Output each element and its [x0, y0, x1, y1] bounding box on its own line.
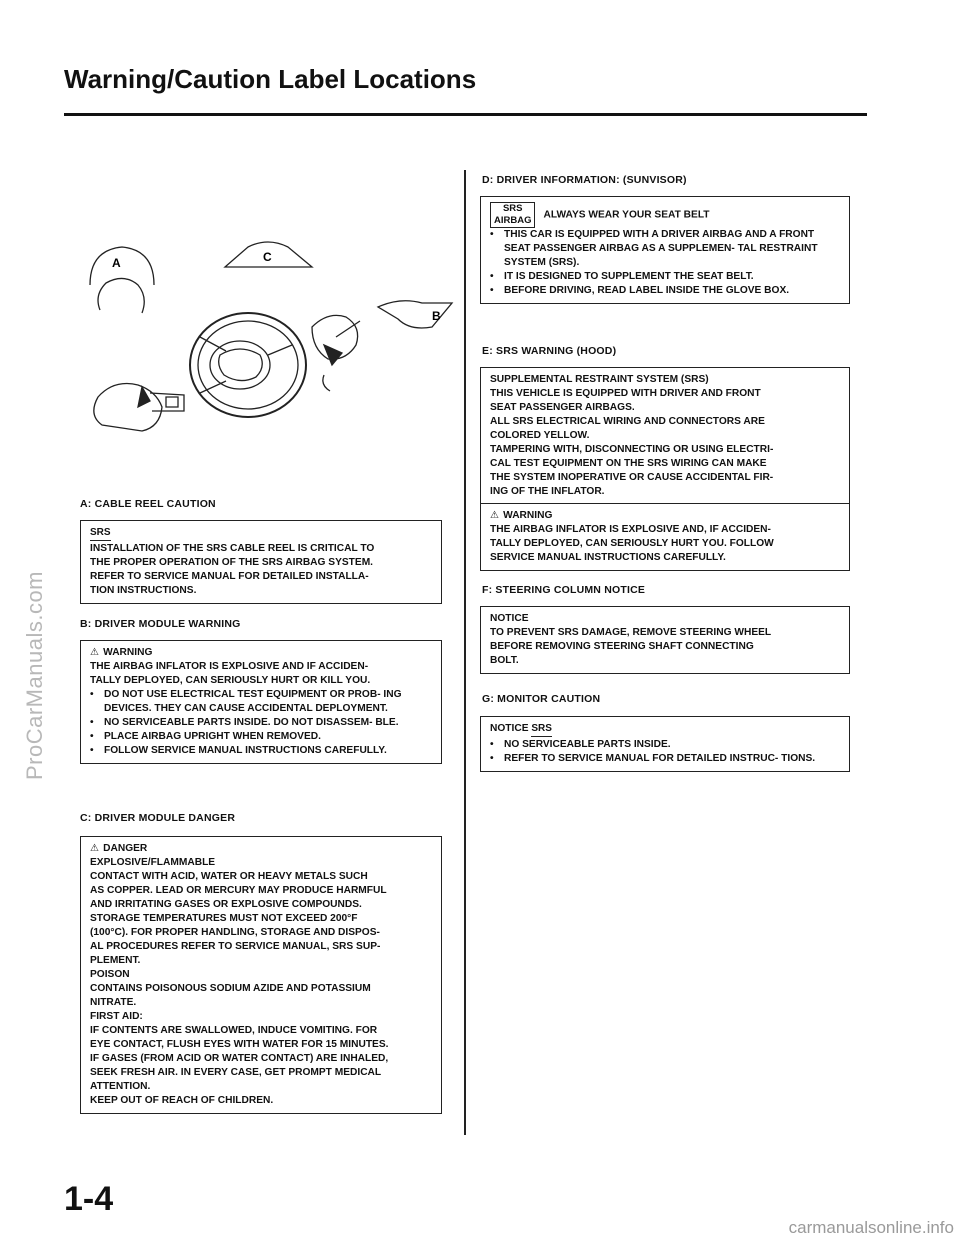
label-e-line: CAL TEST EQUIPMENT ON THE SRS WIRING CAN MAKE: [490, 458, 767, 469]
bottom-watermark: carmanualsonline.info: [788, 1218, 954, 1237]
label-c-line: EXPLOSIVE/FLAMMABLE: [90, 857, 216, 868]
label-b-line: TALLY DEPLOYED, CAN SERIOUSLY HURT OR KILL YOU.: [90, 675, 371, 686]
label-a-line: THE PROPER OPERATION OF THE SRS AIRBAG SYSTEM.: [90, 557, 374, 568]
label-c-line: FIRST AID:: [90, 1011, 143, 1022]
label-b-bullet: DO NOT USE ELECTRICAL TEST EQUIPMENT OR PROB- ING DEVICES. THEY CAN CAUSE ACCIDENTAL DEPLOYMENT.: [104, 689, 402, 714]
label-b-bullet: PLACE AIRBAG UPRIGHT WHEN REMOVED.: [104, 731, 321, 742]
label-e-line: SUPPLEMENTAL RESTRAINT SYSTEM (SRS): [490, 374, 709, 385]
warning-word: WARNING: [503, 510, 553, 521]
label-c-line: CONTAINS POISONOUS SODIUM AZIDE AND POTASSIUM: [90, 983, 371, 994]
label-a-line: TION INSTRUCTIONS.: [90, 585, 197, 596]
label-c-line: EYE CONTACT, FLUSH EYES WITH WATER FOR 15 MINUTES.: [90, 1039, 389, 1050]
callout-c-label: C: [263, 250, 272, 264]
label-f-box: [480, 606, 850, 674]
label-a-line: REFER TO SERVICE MANUAL FOR DETAILED INSTALLA-: [90, 571, 369, 582]
label-c-line: AL PROCEDURES REFER TO SERVICE MANUAL, SRS SUP-: [90, 941, 381, 952]
label-g-bullet: NO SERVICEABLE PARTS INSIDE.: [504, 739, 671, 750]
label-f-line: BEFORE REMOVING STEERING SHAFT CONNECTING: [490, 641, 754, 652]
label-e-line: SEAT PASSENGER AIRBAGS.: [490, 402, 635, 413]
bullet-icon: •: [90, 689, 94, 700]
label-e-line: THIS VEHICLE IS EQUIPPED WITH DRIVER AND FRONT: [490, 388, 761, 399]
label-e-warning-line: SERVICE MANUAL INSTRUCTIONS CAREFULLY.: [490, 552, 726, 563]
label-c-line: (100°C). FOR PROPER HANDLING, STORAGE AND DISPOS-: [90, 927, 380, 938]
srs-logo: SRS: [90, 526, 111, 541]
label-e-box: [480, 367, 850, 571]
danger-triangle-icon: ⚠: [90, 843, 100, 854]
side-watermark: ProCarManuals.com: [22, 570, 47, 780]
label-a-box: [80, 520, 442, 604]
label-f-line: BOLT.: [490, 655, 519, 666]
label-c-line: ATTENTION.: [90, 1081, 151, 1092]
label-b-box: [80, 640, 442, 764]
label-d-bullet: IT IS DESIGNED TO SUPPLEMENT THE SEAT BELT.: [504, 271, 754, 282]
srs-airbag-logo: [490, 202, 535, 228]
warning-triangle-icon: ⚠: [90, 647, 100, 658]
label-c-line: POISON: [90, 969, 130, 980]
label-c-line: AND IRRITATING GASES OR EXPLOSIVE COMPOUNDS.: [90, 899, 362, 910]
label-d-bullet: THIS CAR IS EQUIPPED WITH A DRIVER AIRBAG AND A FRONT SEAT PASSENGER AIRBAG AS A SUPPLEMEN- TAL RESTRAINT SYSTEM (SRS).: [504, 229, 818, 268]
danger-word: DANGER: [103, 843, 148, 854]
section-e-heading: E: SRS WARNING (HOOD): [482, 345, 617, 357]
label-c-line: PLEMENT.: [90, 955, 141, 966]
bullet-icon: •: [490, 229, 494, 240]
bullet-icon: •: [90, 731, 94, 742]
warning-triangle-icon: ⚠: [490, 510, 500, 521]
label-c-line: SEEK FRESH AIR. IN EVERY CASE, GET PROMPT MEDICAL: [90, 1067, 382, 1078]
section-g-heading: G: MONITOR CAUTION: [482, 693, 601, 705]
label-c-line: KEEP OUT OF REACH OF CHILDREN.: [90, 1095, 274, 1106]
column-divider: [464, 170, 466, 1135]
label-e-separator: [481, 503, 849, 504]
label-g-bullet: REFER TO SERVICE MANUAL FOR DETAILED INSTRUC- TIONS.: [504, 753, 816, 764]
label-c-line: IF CONTENTS ARE SWALLOWED, INDUCE VOMITING. FOR: [90, 1025, 378, 1036]
section-d-heading: D: DRIVER INFORMATION: (SUNVISOR): [482, 174, 687, 186]
label-c-line: AS COPPER. LEAD OR MERCURY MAY PRODUCE HARMFUL: [90, 885, 387, 896]
label-e-line: ALL SRS ELECTRICAL WIRING AND CONNECTORS ARE: [490, 416, 765, 427]
label-e-line: THE SYSTEM INOPERATIVE OR CAUSE ACCIDENTAL FIR-: [490, 472, 774, 483]
bullet-icon: •: [490, 753, 494, 764]
callout-b-label: B: [432, 309, 441, 323]
label-c-line: CONTACT WITH ACID, WATER OR HEAVY METALS SUCH: [90, 871, 368, 882]
warning-word: WARNING: [103, 647, 153, 658]
label-e-warning-line: TALLY DEPLOYED, CAN SERIOUSLY HURT YOU. FOLLOW: [490, 538, 774, 549]
label-c-line: STORAGE TEMPERATURES MUST NOT EXCEED 200°F: [90, 913, 358, 924]
label-e-line: ING OF THE INFLATOR.: [490, 486, 605, 497]
label-b-line: THE AIRBAG INFLATOR IS EXPLOSIVE AND IF ACCIDEN-: [90, 661, 369, 672]
label-b-bullet: FOLLOW SERVICE MANUAL INSTRUCTIONS CAREFULLY.: [104, 745, 387, 756]
section-f-heading: F: STEERING COLUMN NOTICE: [482, 584, 646, 596]
label-c-line: IF GASES (FROM ACID OR WATER CONTACT) ARE INHALED,: [90, 1053, 389, 1064]
bullet-icon: •: [90, 717, 94, 728]
label-d-bullet: BEFORE DRIVING, READ LABEL INSIDE THE GLOVE BOX.: [504, 285, 790, 296]
label-e-line: TAMPERING WITH, DISCONNECTING OR USING ELECTRI-: [490, 444, 774, 455]
label-f-line: NOTICE: [490, 613, 529, 624]
label-f-line: TO PREVENT SRS DAMAGE, REMOVE STEERING WHEEL: [490, 627, 772, 638]
bullet-icon: •: [490, 739, 494, 750]
steering-wheel-illustration: [80, 215, 460, 445]
callout-a-arc: [90, 247, 154, 285]
section-a-heading: A: CABLE REEL CAUTION: [80, 498, 216, 510]
page-number: 1-4: [64, 1180, 114, 1218]
label-c-line: NITRATE.: [90, 997, 137, 1008]
label-e-warning-line: THE AIRBAG INFLATOR IS EXPLOSIVE AND, IF ACCIDEN-: [490, 524, 771, 535]
notice-word: NOTICE: [490, 723, 529, 734]
label-b-bullet: NO SERVICEABLE PARTS INSIDE. DO NOT DISASSEM- BLE.: [104, 717, 399, 728]
srs-logo: SRS: [531, 722, 552, 737]
page-title: Warning/Caution Label Locations: [64, 64, 477, 94]
label-g-box: [480, 716, 850, 772]
logo-srs-text: SRS: [502, 203, 523, 214]
callout-a-label: A: [112, 256, 121, 270]
label-c-box: [80, 836, 442, 1114]
title-rule: [64, 113, 867, 116]
bullet-icon: •: [490, 285, 494, 296]
section-b-heading: B: DRIVER MODULE WARNING: [80, 618, 241, 630]
section-c-heading: C: DRIVER MODULE DANGER: [80, 812, 236, 824]
label-d-box: [480, 196, 850, 304]
bullet-icon: •: [90, 745, 94, 756]
bullet-icon: •: [490, 271, 494, 282]
seat-belt-headline: ALWAYS WEAR YOUR SEAT BELT: [543, 209, 710, 221]
label-a-line: INSTALLATION OF THE SRS CABLE REEL IS CRITICAL TO: [90, 543, 375, 554]
label-e-line: COLORED YELLOW.: [490, 430, 590, 441]
logo-airbag-text: AIRBAG: [494, 215, 532, 226]
